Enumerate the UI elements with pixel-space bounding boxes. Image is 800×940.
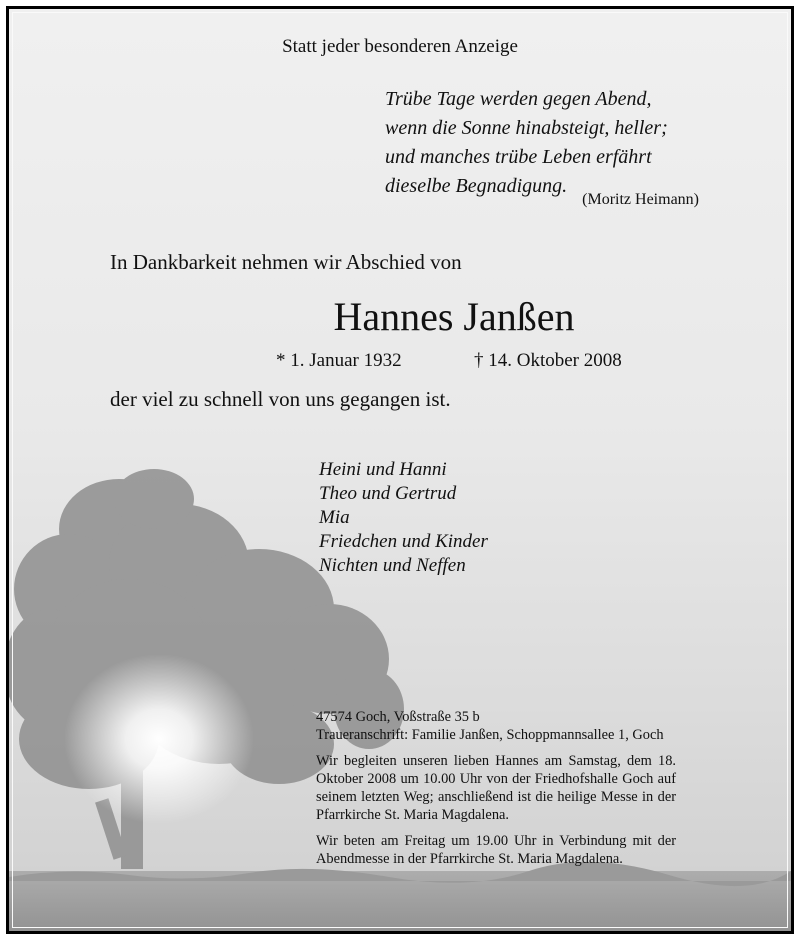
closing-text: der viel zu schnell von uns gegangen ist.: [110, 387, 451, 411]
deceased-name: Hannes Janßen: [333, 294, 575, 339]
obituary-frame: [6, 6, 794, 934]
mourners-list: [319, 458, 488, 578]
death-date: † 14. Oktober 2008: [474, 350, 622, 371]
quote-block: [385, 85, 668, 201]
intro-text: In Dankbarkeit nehmen wir Abschied von: [110, 250, 462, 274]
mourner-item: Nichten und Neffen: [319, 555, 466, 576]
quote-line: dieselbe Begnadigung.: [385, 175, 568, 197]
birth-date: * 1. Januar 1932: [276, 350, 402, 371]
mourner-item: Friedchen und Kinder: [319, 531, 488, 552]
quote-author: (Moritz Heimann): [582, 191, 699, 208]
prayer-details: Wir beten am Freitag um 19.00 Uhr in Verbindung mit der Abendmesse in der Pfarrkirche St. Maria Magdalena.: [316, 833, 676, 867]
mourner-item: Heini und Hanni: [319, 459, 447, 480]
mourning-address: Traueranschrift: Familie Janßen, Schoppmannsallee 1, Goch: [316, 727, 664, 743]
funeral-details: Wir begleiten unseren lieben Hannes am Samstag, dem 18. Oktober 2008 um 10.00 Uhr von der Friedhofshalle Goch auf seinem letzten Weg; anschließend ist die heilige Messe in der Pfarrkirche St. Maria Magdalena.: [316, 753, 676, 823]
quote-line: wenn die Sonne hinabsteigt, heller;: [385, 117, 668, 139]
info-block: [316, 708, 676, 876]
quote-line: und manches trübe Leben erfährt: [385, 146, 652, 168]
notice-heading: Statt jeder besonderen Anzeige: [282, 36, 518, 57]
address-line: 47574 Goch, Voßstraße 35 b: [316, 709, 480, 725]
mourner-item: Theo und Gertrud: [319, 483, 457, 504]
quote-line: Trübe Tage werden gegen Abend,: [385, 88, 652, 110]
mourner-item: Mia: [319, 507, 350, 528]
